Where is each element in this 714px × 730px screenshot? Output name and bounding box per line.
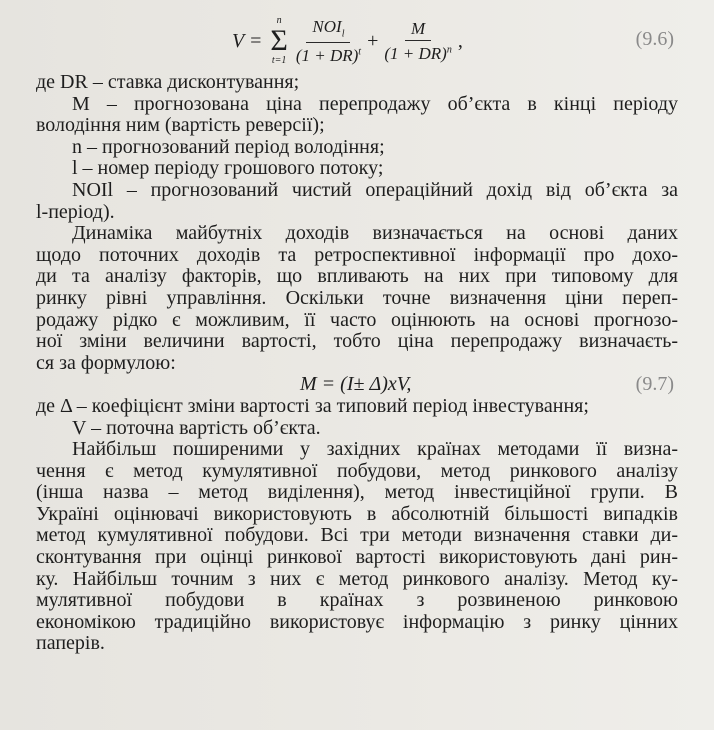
- text-line: родажу рідко є можливим, її часто оцінюють на основі прогнозо-: [36, 308, 678, 331]
- text-line: n – прогнозований період володіння;: [72, 135, 385, 158]
- fraction-reversion-numerator: M: [405, 18, 431, 41]
- sum-symbol: n Σ t=1: [270, 15, 288, 67]
- text-block-2: [36, 396, 678, 655]
- text-line: мулятивної побудови в країнах з розвиненою ринковою: [36, 589, 678, 612]
- text-line: l-період).: [36, 200, 115, 223]
- text-line: V – поточна вартість об’єкта.: [72, 416, 321, 439]
- fraction-reversion-denominator: (1 + DR)$^n$: [384, 44, 452, 64]
- text-line: економікою традиційно використовує інформацію з ринку цінних: [36, 610, 678, 633]
- fraction-reversion: [384, 18, 451, 65]
- text-line: M – прогнозована ціна перепродажу об’єкта в кінці періоду: [72, 92, 678, 115]
- formula-expression: [232, 16, 463, 66]
- formula-lhs: V =: [232, 29, 263, 52]
- text-line: l – номер періоду грошового потоку;: [72, 157, 384, 180]
- text-line: ної зміни величини вартості, тобто ціна перепродажу визначаєть-: [36, 330, 678, 353]
- text-block-1: [36, 72, 678, 374]
- text-line: ку. Найбільш точним з них є метод ринкового аналізу. Метод ку-: [36, 567, 678, 590]
- sum-lower-limit: t=1: [271, 55, 287, 67]
- fraction-noi-numerator: $NOI_l$: [306, 16, 350, 43]
- text-line: паперів.: [36, 632, 105, 655]
- text-line: ди та аналізу факторів, що впливають на них при типовому для: [36, 265, 678, 288]
- text-line: щодо поточних доходів та ретроспективної інформації про дохо-: [36, 243, 678, 266]
- text-line: Україні оцінювачі використовують в абсолютній більшості випадків: [36, 502, 678, 525]
- formula-9-6: [36, 10, 678, 72]
- text-line: де DR – ставка дисконтування;: [36, 71, 300, 93]
- text-line: Найбільш поширеними у західних країнах методами її визна-: [72, 438, 678, 461]
- text-line: ринку рівні управління. Оскільки точне визначення ціни переп-: [36, 286, 678, 309]
- text-line: володіння ним (вартість реверсії);: [36, 114, 325, 137]
- formula-plus: +: [367, 29, 379, 52]
- text-line: де Δ – коефіцієнт зміни вартості за типовий період інвестування;: [36, 394, 589, 417]
- fraction-noi: [296, 16, 361, 66]
- text-line: ся за формулою:: [36, 351, 176, 374]
- text-line: Динаміка майбутніх доходів визначається на основі даних: [72, 222, 678, 245]
- formula-9-7: [36, 374, 678, 396]
- text-line: (інша назва – метод виділення), метод інвестиційної групи. В: [36, 481, 678, 504]
- sum-upper-limit: n: [276, 15, 282, 27]
- text-line: сконтування при оцінці ринкової вартості використовують дані рин-: [36, 546, 678, 569]
- equation-number-9-7: (9.7): [635, 373, 674, 396]
- text-line: NOIl – прогнозований чистий операційний дохід від об’єкта за: [72, 178, 678, 201]
- text-line: чення є метод кумулятивної побудови, метод ринкового аналізу: [36, 459, 678, 482]
- equation-number-9-6: (9.6): [635, 28, 674, 50]
- text-line: метод кумулятивної побудови. Всі три методи визначення ставки ди-: [36, 524, 678, 547]
- formula-9-7-expression: M = (I± Δ)xV,: [300, 373, 412, 396]
- formula-comma: ,: [457, 29, 463, 52]
- fraction-noi-denominator: (1 + DR)$^t$: [295, 45, 362, 65]
